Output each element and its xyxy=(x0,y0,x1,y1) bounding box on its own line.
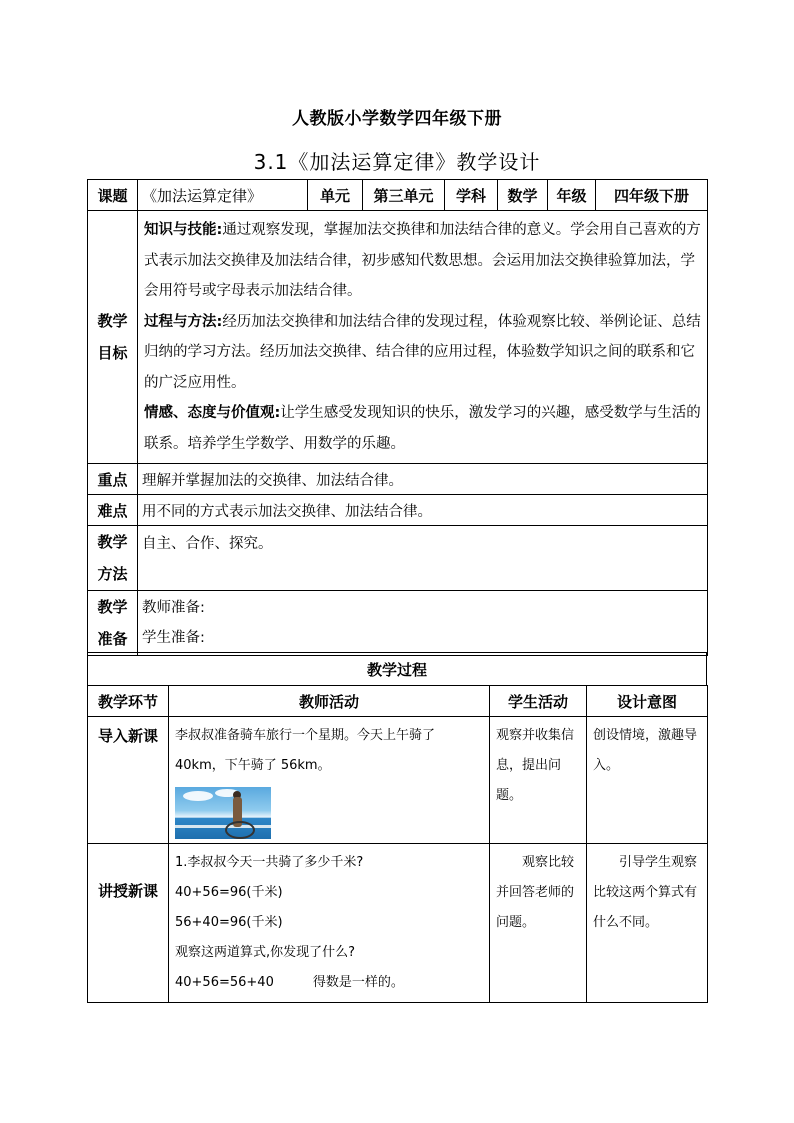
process-header-row xyxy=(88,686,708,717)
label-preparation: 教学 准备 xyxy=(88,591,138,656)
process-title: 过程与方法: xyxy=(144,313,223,330)
knowledge-title: 知识与技能: xyxy=(144,222,223,238)
header-stage: 教学环节 xyxy=(88,686,169,717)
intent-intro: 创设情境，激趣导入。 xyxy=(587,717,708,844)
doc-title-lesson: 3.1《加法运算定律》教学设计 xyxy=(253,150,541,174)
process-table xyxy=(87,685,708,1003)
teaching-line-3: 56+40=96(千米) xyxy=(175,915,283,930)
intent-teaching: 引导学生观察比较这两个算式有什么不同。 xyxy=(587,844,708,1003)
header-row xyxy=(88,180,708,211)
teaching-line-1: 1.李叔叔今天一共骑了多少千米? xyxy=(175,855,364,870)
teaching-line-5: 40+56=56+40 得数是一样的。 xyxy=(175,975,404,990)
process-title: 教学过程 xyxy=(88,653,707,686)
unit-value: 第三单元 xyxy=(363,180,445,211)
student-activity-intro: 观察并收集信息，提出问题。 xyxy=(490,717,587,844)
preparation-content xyxy=(138,591,708,656)
teacher-preparation: 教师准备: xyxy=(142,600,205,616)
key-point-row xyxy=(88,464,708,495)
goals-row xyxy=(88,211,708,464)
table-row xyxy=(88,717,708,844)
label-method: 教学 方法 xyxy=(88,526,138,591)
label-subject: 学科 xyxy=(445,180,498,211)
difficulty-row xyxy=(88,495,708,526)
knowledge-text: 通过观察发现，掌握加法交换律和加法结合律的意义。学会用自己喜欢的方式表示加法交换律及加法结合律，初步感知代数思想。会运用加法交换律验算加法，学会用符号或字母表示加法结合律。 xyxy=(144,222,701,299)
student-activity-teaching: 观察比较并回答老师的问题。 xyxy=(490,844,587,1003)
lesson-info-table xyxy=(87,179,708,656)
label-grade: 年级 xyxy=(548,180,596,211)
grade-value: 四年级下册 xyxy=(596,180,708,211)
header-student-activity: 学生活动 xyxy=(490,686,587,717)
stage-intro: 导入新课 xyxy=(88,717,169,844)
teaching-line-4: 观察这两道算式,你发现了什么? xyxy=(175,945,356,960)
process-text: 经历加法交换律和加法结合律的发现过程，体验观察比较、举例论证、总结归纳的学习方法。经历加法交换律、结合律的应用过程，体验数学知识之间的联系和它的广泛应用性。 xyxy=(144,313,701,391)
topic-value: 《加法运算定律》 xyxy=(138,180,308,211)
label-unit: 单元 xyxy=(308,180,363,211)
header-design-intent: 设计意图 xyxy=(587,686,708,717)
stage-teaching: 讲授新课 xyxy=(88,844,169,1003)
subject-value: 数学 xyxy=(498,180,548,211)
emotion-title: 情感、态度与价值观: xyxy=(144,405,281,421)
goals-content xyxy=(138,211,708,464)
label-goals: 教学 目标 xyxy=(88,211,138,464)
student-preparation: 学生准备: xyxy=(142,630,205,646)
teaching-line-2: 40+56=96(千米) xyxy=(175,885,283,900)
teacher-activity-intro xyxy=(169,717,490,844)
difficulty-text: 用不同的方式表示加法交换律、加法结合律。 xyxy=(138,495,708,526)
doc-title-series: 人教版小学数学四年级下册 xyxy=(292,109,502,129)
intro-text: 李叔叔准备骑车旅行一个星期。今天上午骑了 40km，下午骑了 56km。 xyxy=(175,728,436,773)
label-key-point: 重点 xyxy=(88,464,138,495)
method-text: 自主、合作、探究。 xyxy=(138,526,708,591)
cyclist-seaside-image xyxy=(175,787,271,839)
teacher-activity-teaching xyxy=(169,844,490,1003)
preparation-row xyxy=(88,591,708,656)
method-row xyxy=(88,526,708,591)
table-row xyxy=(88,844,708,1003)
label-difficulty: 难点 xyxy=(88,495,138,526)
header-teacher-activity: 教师活动 xyxy=(169,686,490,717)
label-topic: 课题 xyxy=(88,180,138,211)
key-point-text: 理解并掌握加法的交换律、加法结合律。 xyxy=(138,464,708,495)
process-title-table xyxy=(87,652,707,686)
emotion-text: 让学生感受发现知识的快乐，激发学习的兴趣，感受数学与生活的联系。培养学生学数学、用数学的乐趣。 xyxy=(144,405,701,452)
